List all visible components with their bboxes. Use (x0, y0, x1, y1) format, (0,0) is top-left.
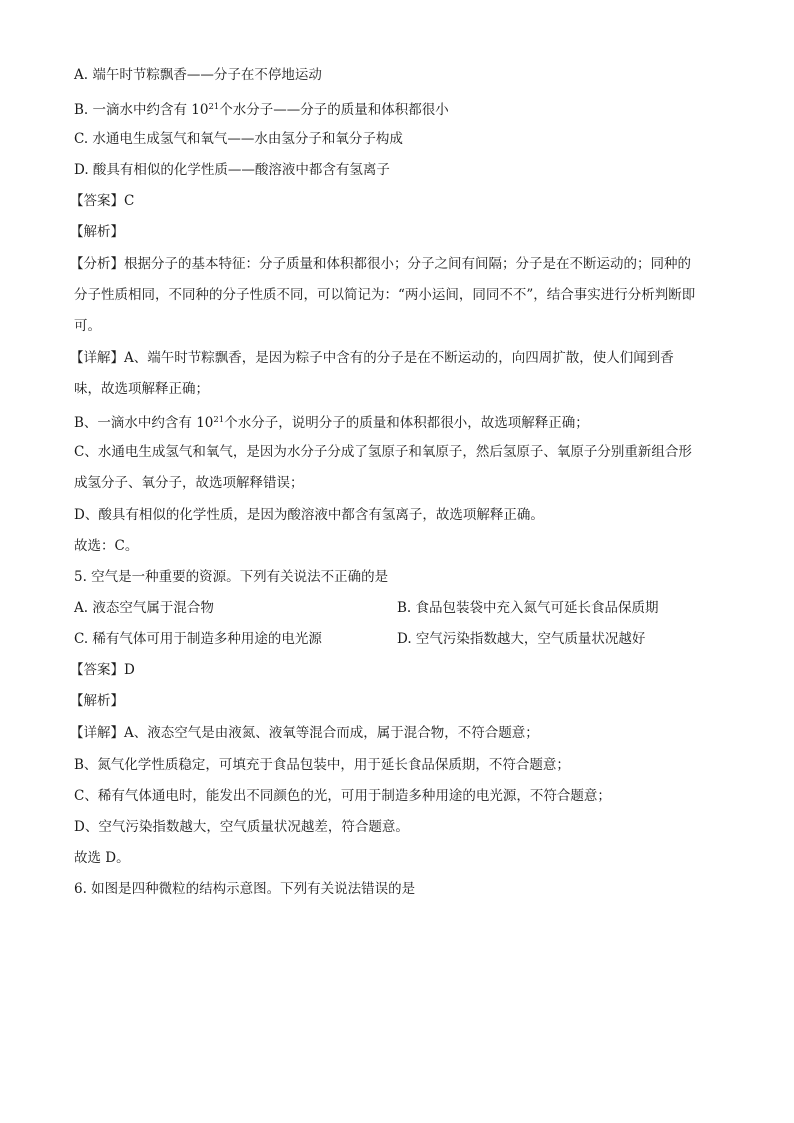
q4-option-c: C. 水通电生成氢气和氧气——水由氢分子和氧分子构成 (74, 131, 403, 147)
q4-detail-c: 成氢分子、氧分子，故选项解释错误； (74, 475, 304, 491)
q4-detail-b-text: B、一滴水中约含有 10 (74, 415, 214, 431)
q4-detail-line: 【详解】A、端午时节粽飘香，是因为粽子中含有的分子是在不断运动的，向四周扩散，使人们闻到香 (70, 350, 674, 366)
q4-option-d: D. 酸具有相似的化学性质——酸溶液中都含有氢离子 (74, 162, 390, 178)
q4-fenxi-line: 可。 (74, 318, 101, 334)
q4-detail-b-exponent: 21 (213, 415, 225, 425)
q4-analysis-label: 【解析】 (70, 224, 124, 240)
q6-stem: 6. 如图是四种微粒的结构示意图。下列有关说法错误的是 (74, 881, 416, 897)
q4-detail-b (74, 411, 589, 432)
q5-answer: 【答案】D (70, 662, 135, 678)
q5-analysis-label: 【解析】 (70, 693, 124, 709)
q5-detail-a: 【详解】A、液态空气是由液氮、液氧等混合而成，属于混合物，不符合题意； (70, 725, 539, 741)
q4-detail-d: D、酸具有相似的化学性质，是因为酸溶液中都含有氢离子，故选项解释正确。 (74, 507, 544, 523)
q4-option-b-exponent: 21 (208, 102, 220, 112)
q5-detail-c: C、稀有气体通电时，能发出不同颜色的光，可用于制造多种用途的电光源，不符合题意； (74, 788, 611, 804)
q4-detail-b-text-tail: 个水分子，说明分子的质量和体积都很小，故选项解释正确； (224, 415, 589, 431)
q4-option-a: A. 端午时节粽飘香——分子在不停地运动 (74, 67, 322, 83)
q5-choice: 故选 D。 (74, 850, 130, 866)
q4-fenxi-line: 分子性质相同，不同种的分子性质不同，可以简记为：“两小运间，同同不不”，结合事实进行分析判断即 (74, 287, 696, 303)
q5-option-c: C. 稀有气体可用于制造多种用途的电光源 (74, 631, 322, 647)
q4-answer: 【答案】C (70, 193, 135, 209)
q4-option-b-text-tail: 个水分子——分子的质量和体积都很小 (219, 102, 449, 118)
q4-choice: 故选：C。 (74, 538, 139, 554)
q5-option-a: A. 液态空气属于混合物 (74, 600, 214, 616)
q5-option-d: D. 空气污染指数越大，空气质量状况越好 (397, 631, 646, 647)
q5-detail-b: B、氮气化学性质稳定，可填充于食品包装中，用于延长食品保质期，不符合题意； (74, 757, 570, 773)
q4-fenxi-line: 【分析】根据分子的基本特征：分子质量和体积都很小；分子之间有间隔；分子是在不断运动的；同种的 (70, 256, 691, 272)
q4-detail-c: C、水通电生成氢气和氧气，是因为水分子分成了氢原子和氧原子，然后氢原子、氧原子分别重新组合形 (74, 444, 692, 460)
q4-option-b (74, 98, 449, 119)
q5-option-b: B. 食品包装袋中充入氮气可延长食品保质期 (397, 600, 659, 616)
q5-stem: 5. 空气是一种重要的资源。下列有关说法不正确的是 (74, 569, 389, 585)
q4-option-b-text: B. 一滴水中约含有 10 (74, 102, 209, 118)
q5-detail-d: D、空气污染指数越大，空气质量状况越差，符合题意。 (74, 819, 409, 835)
q4-detail-line: 味，故选项解释正确； (74, 381, 209, 397)
